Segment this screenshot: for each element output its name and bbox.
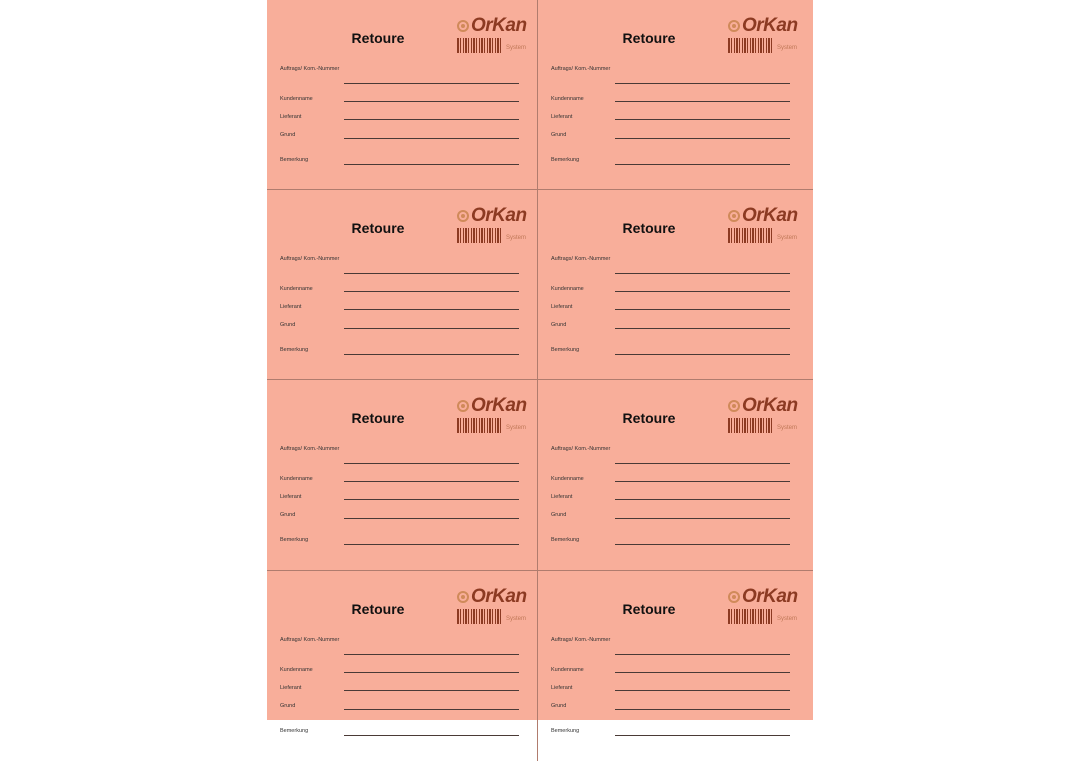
orkan-logo (457, 207, 531, 247)
field-label: Bemerkung (280, 728, 309, 734)
logo-wordmark: OrKan (742, 395, 798, 416)
field-write-line (344, 101, 519, 102)
card-title: Retoure (351, 601, 405, 617)
field-write-line (344, 83, 519, 84)
field-write-line (615, 164, 790, 165)
logo-mark-icon (728, 590, 742, 604)
field-label: Lieferant (280, 304, 302, 310)
orkan-logo (728, 207, 802, 247)
return-label-card (267, 190, 538, 380)
field-write-line (615, 518, 790, 519)
logo-mark-icon (457, 399, 471, 413)
barcode-icon (728, 228, 774, 243)
field-write-line (615, 328, 790, 329)
field-write-line (344, 544, 519, 545)
field-write-line (615, 138, 790, 139)
card-title: Retoure (622, 601, 676, 617)
field-write-line (344, 518, 519, 519)
logo-mark-icon (457, 590, 471, 604)
field-write-line (615, 119, 790, 120)
field-write-line (344, 164, 519, 165)
logo-wordmark: OrKan (742, 205, 798, 226)
orkan-logo (457, 17, 531, 57)
field-label: Grund (551, 703, 567, 709)
field-label: Lieferant (280, 494, 302, 500)
orkan-logo (728, 17, 802, 57)
card-title: Retoure (622, 220, 676, 236)
field-label: Auftrags/ Kom.-Nummer (551, 446, 611, 452)
field-label: Lieferant (551, 685, 573, 691)
field-label: Auftrags/ Kom.-Nummer (551, 256, 611, 262)
return-label-card (538, 190, 813, 380)
logo-subtitle: System (506, 616, 527, 622)
field-label: Grund (551, 322, 567, 328)
field-write-line (615, 481, 790, 482)
field-write-line (344, 463, 519, 464)
field-label: Grund (280, 322, 296, 328)
logo-mark-icon (457, 209, 471, 223)
field-write-line (344, 273, 519, 274)
logo-subtitle: System (777, 616, 798, 622)
field-write-line (344, 690, 519, 691)
field-label: Auftrags/ Kom.-Nummer (280, 66, 340, 72)
card-title: Retoure (351, 30, 405, 46)
logo-subtitle: System (777, 235, 798, 241)
field-label: Auftrags/ Kom.-Nummer (280, 446, 340, 452)
return-label-card (267, 380, 538, 571)
field-write-line (344, 119, 519, 120)
field-write-line (615, 463, 790, 464)
logo-mark-icon (457, 19, 471, 33)
field-label: Grund (280, 512, 296, 518)
field-label: Kundenname (280, 286, 313, 292)
field-write-line (344, 481, 519, 482)
field-label: Auftrags/ Kom.-Nummer (280, 256, 340, 262)
logo-wordmark: OrKan (471, 395, 527, 416)
field-write-line (615, 101, 790, 102)
field-write-line (615, 273, 790, 274)
field-label: Kundenname (551, 476, 584, 482)
field-write-line (615, 499, 790, 500)
field-label: Kundenname (280, 667, 313, 673)
field-write-line (344, 735, 519, 736)
field-label: Lieferant (280, 685, 302, 691)
orkan-logo (457, 588, 531, 628)
card-title: Retoure (622, 410, 676, 426)
field-write-line (615, 672, 790, 673)
field-label: Auftrags/ Kom.-Nummer (551, 66, 611, 72)
barcode-icon (728, 609, 774, 624)
field-write-line (615, 309, 790, 310)
barcode-icon (457, 609, 503, 624)
logo-subtitle: System (777, 45, 798, 51)
field-write-line (344, 654, 519, 655)
logo-mark-icon (728, 399, 742, 413)
field-write-line (344, 309, 519, 310)
field-label: Grund (551, 512, 567, 518)
field-write-line (615, 709, 790, 710)
return-label-card (538, 0, 813, 190)
field-write-line (615, 654, 790, 655)
orkan-logo (728, 397, 802, 437)
card-title: Retoure (351, 220, 405, 236)
logo-subtitle: System (506, 235, 527, 241)
field-label: Kundenname (280, 476, 313, 482)
return-label-card (267, 0, 538, 190)
field-label: Lieferant (551, 304, 573, 310)
field-write-line (615, 291, 790, 292)
field-write-line (344, 709, 519, 710)
label-sheet (267, 0, 813, 734)
card-title: Retoure (351, 410, 405, 426)
field-write-line (344, 291, 519, 292)
logo-wordmark: OrKan (742, 15, 798, 36)
field-label: Bemerkung (551, 537, 580, 543)
field-write-line (344, 138, 519, 139)
field-write-line (615, 354, 790, 355)
logo-mark-icon (728, 19, 742, 33)
return-label-card (267, 571, 538, 761)
field-write-line (615, 735, 790, 736)
field-label: Grund (280, 703, 296, 709)
field-label: Lieferant (280, 114, 302, 120)
field-label: Bemerkung (280, 157, 309, 163)
field-label: Bemerkung (551, 347, 580, 353)
card-title: Retoure (622, 30, 676, 46)
barcode-icon (457, 228, 503, 243)
logo-wordmark: OrKan (471, 205, 527, 226)
logo-subtitle: System (777, 425, 798, 431)
return-label-card (538, 380, 813, 571)
barcode-icon (728, 418, 774, 433)
field-label: Bemerkung (551, 157, 580, 163)
field-label: Lieferant (551, 114, 573, 120)
field-label: Kundenname (551, 96, 584, 102)
field-label: Auftrags/ Kom.-Nummer (551, 637, 611, 643)
field-write-line (344, 672, 519, 673)
field-label: Bemerkung (551, 728, 580, 734)
barcode-icon (728, 38, 774, 53)
field-label: Lieferant (551, 494, 573, 500)
return-label-card (538, 571, 813, 761)
field-label: Grund (551, 132, 567, 138)
field-write-line (615, 544, 790, 545)
logo-wordmark: OrKan (742, 586, 798, 607)
field-write-line (344, 499, 519, 500)
barcode-icon (457, 418, 503, 433)
field-write-line (344, 328, 519, 329)
field-label: Kundenname (280, 96, 313, 102)
logo-wordmark: OrKan (471, 586, 527, 607)
barcode-icon (457, 38, 503, 53)
logo-mark-icon (728, 209, 742, 223)
field-label: Auftrags/ Kom.-Nummer (280, 637, 340, 643)
field-label: Bemerkung (280, 347, 309, 353)
logo-subtitle: System (506, 425, 527, 431)
field-label: Bemerkung (280, 537, 309, 543)
logo-subtitle: System (506, 45, 527, 51)
orkan-logo (457, 397, 531, 437)
field-write-line (344, 354, 519, 355)
field-label: Grund (280, 132, 296, 138)
orkan-logo (728, 588, 802, 628)
logo-wordmark: OrKan (471, 15, 527, 36)
field-label: Kundenname (551, 286, 584, 292)
field-write-line (615, 83, 790, 84)
field-label: Kundenname (551, 667, 584, 673)
field-write-line (615, 690, 790, 691)
